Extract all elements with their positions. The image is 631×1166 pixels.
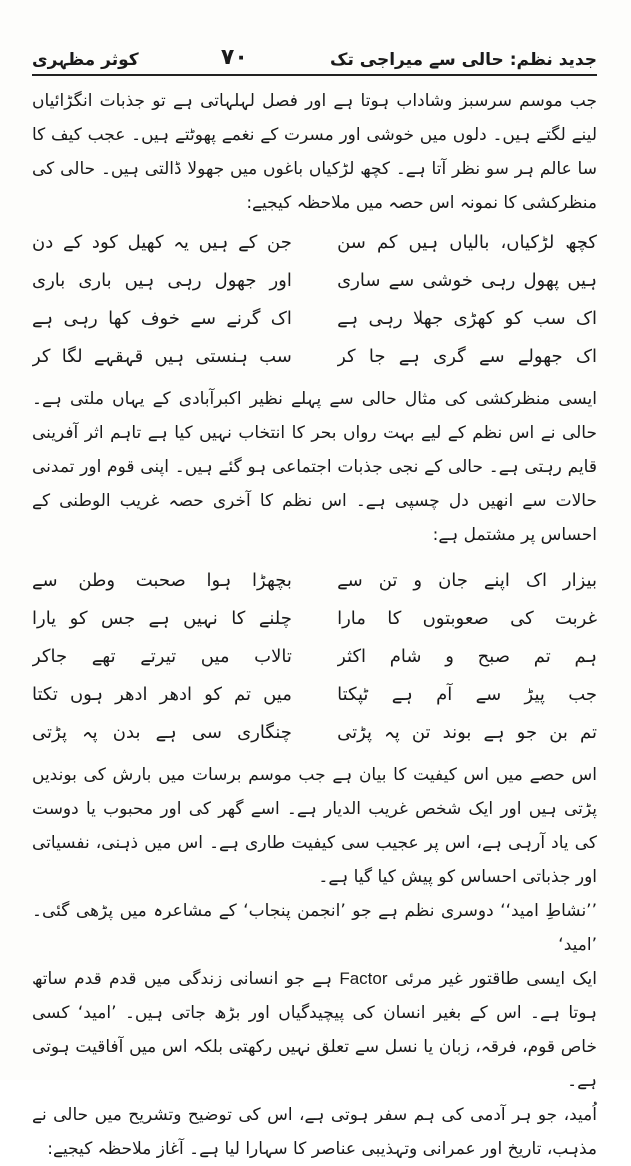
verse-misra-right: تم بن جو ہے بوند تن پہ پڑتی xyxy=(337,722,597,743)
paragraph-6: اُمید، جو ہر آدمی کی ہم سفر ہوتی ہے، اس کی توضیح وتشریح میں حالی نے مذہب، تاریخ اور عمرانی وتہذیبی عناصر کا سہارا لیا ہے۔ آغاز ملاحظہ کیجیے: xyxy=(32,1105,597,1159)
verse-block-2 xyxy=(32,562,597,752)
verse-misra-left: اور جھول رہی ہیں باری باری xyxy=(32,270,292,291)
couplet xyxy=(32,676,597,714)
couplet xyxy=(32,338,597,376)
verse-misra-right: کچھ لڑکیاں، بالیاں ہیں کم سن xyxy=(337,232,597,253)
paragraph-5 xyxy=(32,962,597,1098)
verse-misra-right: ہیں پھول رہی خوشی سے ساری xyxy=(337,270,597,291)
verse-misra-left: اک گرنے سے خوف کھا رہی ہے xyxy=(32,308,292,329)
verse-misra-right: اک سب کو کھڑی جھلا رہی ہے xyxy=(337,308,597,329)
verse-misra-right: غربت کی صعوبتوں کا مارا xyxy=(337,608,597,629)
verse-misra-left: تالاب میں تیرتے تھے جاکر xyxy=(32,646,292,667)
couplet xyxy=(32,562,597,600)
verse-misra-left: چنگاری سی ہے بدن پہ پڑتی xyxy=(32,722,292,743)
paragraph-4: ’’نشاطِ امید‘‘ دوسری نظم ہے جو ’انجمن پنجاب‘ کے مشاعرہ میں پڑھی گئی۔ ’امید‘ xyxy=(32,901,597,955)
running-author: کوثر مظہری xyxy=(32,50,139,70)
couplet xyxy=(32,638,597,676)
couplet xyxy=(32,224,597,262)
paragraph-3: اس حصے میں اس کیفیت کا بیان ہے جب موسم برسات میں بارش کی بوندیں پڑتی ہیں اور ایک شخص غریب الدیار ہے۔ اسے گھر کی اور محبوب یا دوست کی یاد آرہی ہے، اس پر عجیب سی کیفیت طاری ہے۔ اس میں ذہنی، نفسیاتی اور جذباتی احساس کو پیش کیا گیا ہے۔ xyxy=(32,765,597,887)
factor-term: Factor xyxy=(339,969,388,988)
paragraph-1: جب موسم سرسبز وشاداب ہوتا ہے اور فصل لہلہاتی ہے تو جذبات انگڑائیاں لینے لگتے ہیں۔ دلوں میں خوشی اور مسرت کے نغمے پھوٹتے ہیں۔ عجب کیف کا سا عالم ہر سو نظر آتا ہے۔ کچھ لڑکیاں باغوں میں جھولا ڈالتی ہیں۔ حالی کی منظرکشی کا نمونہ اس حصہ میں ملاحظہ کیجیے: xyxy=(32,91,597,213)
couplet xyxy=(32,714,597,752)
verse-misra-left: میں تم کو ادھر ادھر ہوں تکتا xyxy=(32,684,292,705)
verse-misra-left: جن کے ہیں یہ کھیل کود کے دن xyxy=(32,232,292,253)
verse-misra-right: جب پیڑ سے آم ہے ٹپکتا xyxy=(337,684,597,705)
verse-misra-left: سب ہنستی ہیں قہقہے لگا کر xyxy=(32,346,292,367)
running-title: جدید نظم: حالی سے میراجی تک xyxy=(330,50,597,70)
page-header xyxy=(32,28,597,76)
verse-block-1 xyxy=(32,224,597,376)
verse-misra-left: بچھڑا ہوا صحبت وطن سے xyxy=(32,570,292,591)
verse-misra-right: ہم تم صبح و شام اکثر xyxy=(337,646,597,667)
couplet xyxy=(32,262,597,300)
couplet xyxy=(32,300,597,338)
paragraph-2: ایسی منظرکشی کی مثال حالی سے پہلے نظیر اکبرآبادی کے یہاں ملتی ہے۔ حالی نے اس نظم کے لیے بہت رواں بحر کا انتخاب نہیں کیا ہے تاہم اثر آفرینی قایم رہتی ہے۔ حالی کے نجی جذبات اجتماعی ہو گئے ہیں۔ اپنی قوم اور تمدنی حالات سے انھیں دل چسپی ہے۔ اس نظم کا آخری حصہ غریب الوطنی کے احساس پر مشتمل ہے: xyxy=(32,389,597,545)
verse-misra-left: چلنے کا نہیں ہے جس کو یارا xyxy=(32,608,292,629)
couplet xyxy=(32,600,597,638)
verse-misra-right: بیزار اک اپنے جان و تن سے xyxy=(337,570,597,591)
paragraph-5-start: ایک ایسی طاقتور غیر مرئی xyxy=(394,969,598,989)
page-number: ۷۰ xyxy=(220,45,248,70)
paragraph-5-end: ہے جو انسانی زندگی میں قدم قدم ساتھ ہوتا ہے۔ اس کے بغیر انسان کی پیچیدگیاں اور بڑھ جاتی ہیں۔ ’امید‘ کسی خاص قوم، فرقہ، زبان یا نسل سے تعلق نہیں رکھتی بلکہ اس میں آفاقیت ہوتی ہے۔ xyxy=(32,969,597,1091)
verse-misra-right: اک جھولے سے گری ہے جا کر xyxy=(337,346,597,367)
page-body xyxy=(32,84,597,1166)
